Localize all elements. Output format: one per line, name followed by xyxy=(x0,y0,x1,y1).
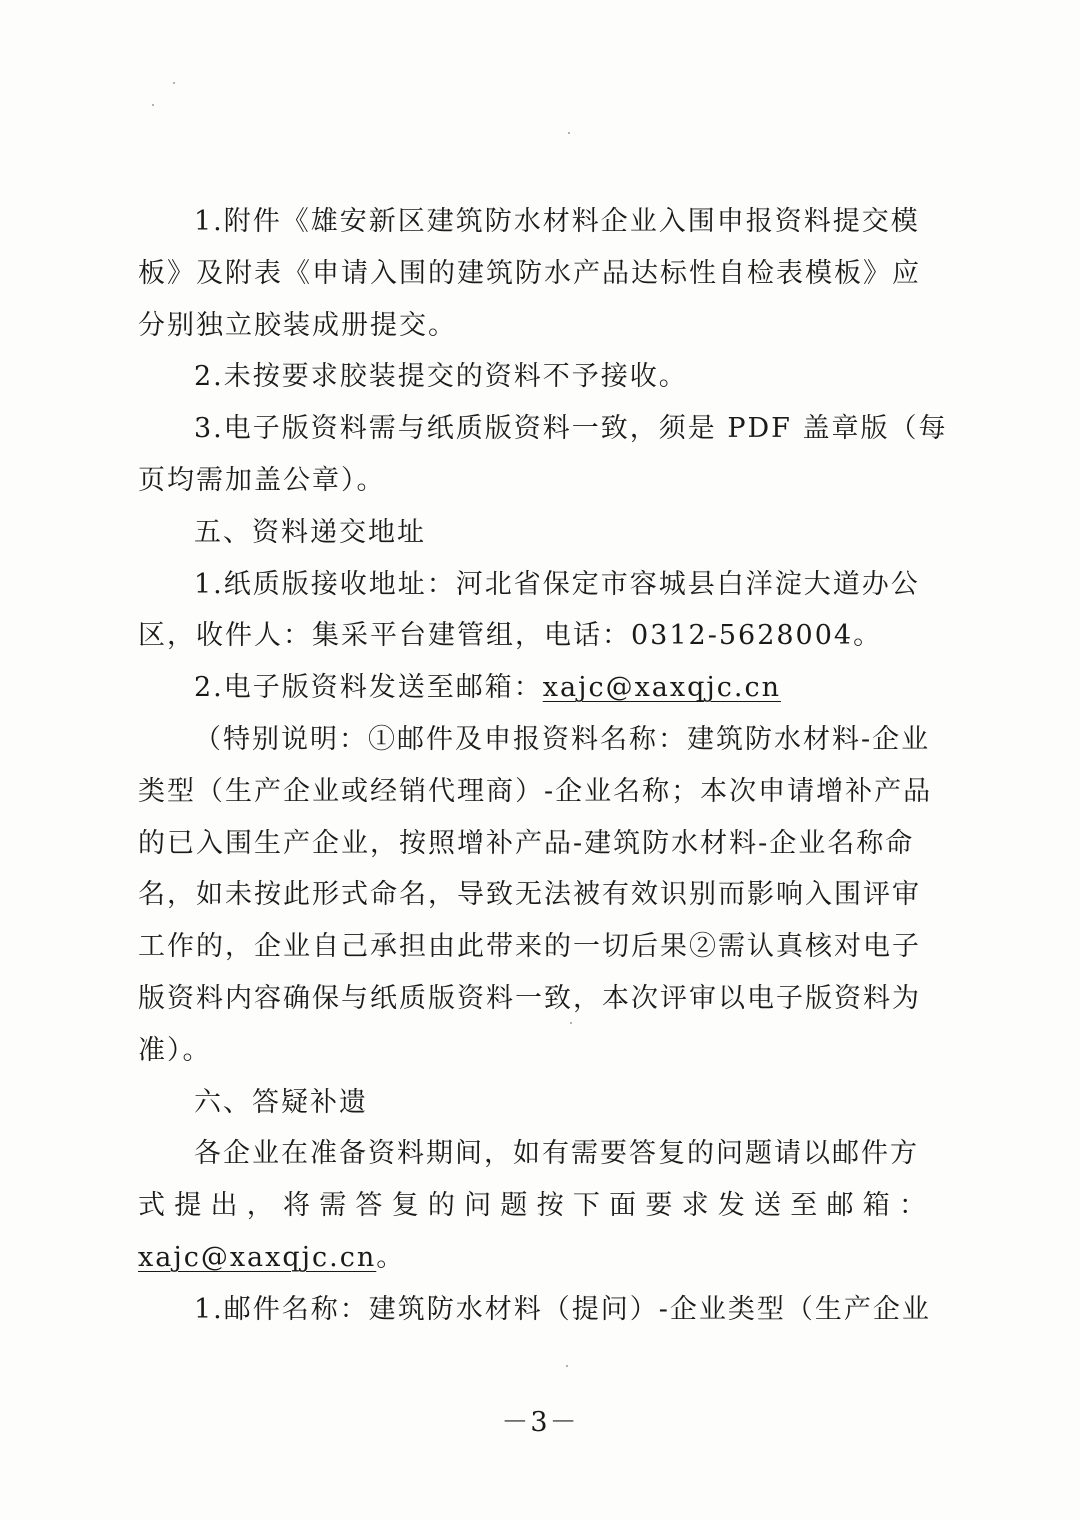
text-line: 1.邮件名称：建筑防水材料（提问）-企业类型（生产企业 xyxy=(194,1293,931,1325)
scan-speck xyxy=(152,104,154,106)
email-link[interactable]: xajc@xaxqjc.cn xyxy=(542,672,782,704)
document-body xyxy=(138,196,948,1336)
text-line: 的已入围生产企业，按照增补产品-建筑防水材料-企业名称命 xyxy=(138,827,915,859)
text-line: 分别独立胶装成册提交。 xyxy=(138,309,457,341)
text-line: 版资料内容确保与纸质版资料一致，本次评审以电子版资料为 xyxy=(138,982,921,1014)
text-line: 板》及附表《申请入围的建筑防水产品达标性自检表模板》应 xyxy=(138,257,921,289)
scan-speck xyxy=(566,1365,568,1367)
section-heading-address: 五、资料递交地址 xyxy=(194,516,426,548)
text-line: 区，收件人：集采平台建管组，电话：0312-5628004。 xyxy=(138,620,883,652)
text-line xyxy=(138,1232,928,1284)
text-line: 式提出，将需答复的问题按下面要求发送至邮箱： xyxy=(138,1190,928,1222)
text-line: 1.纸质版接收地址：河北省保定市容城县白洋淀大道办公 xyxy=(194,568,920,600)
email-link[interactable]: xajc@xaxqjc.cn xyxy=(138,1241,377,1273)
text-line: 1.附件《雄安新区建筑防水材料企业入围申报资料提交模 xyxy=(194,206,920,237)
text-line: 页均需加盖公章）。 xyxy=(138,464,386,496)
text-line: （特别说明：①邮件及申报资料名称：建筑防水材料-企业 xyxy=(194,723,931,755)
text-line: 3.电子版资料需与纸质版资料一致，须是 PDF 盖章版（每 xyxy=(194,413,948,445)
punctuation: 。 xyxy=(376,1241,406,1273)
text-line: 类型（生产企业或经销代理商）-企业名称；本次申请增补产品 xyxy=(138,775,933,807)
text-line: 准）。 xyxy=(138,1034,212,1066)
text-line xyxy=(138,662,928,714)
text-line: 工作的，企业自己承担由此带来的一切后果②需认真核对电子 xyxy=(138,931,921,963)
text-line: 各企业在准备资料期间，如有需要答复的问题请以邮件方 xyxy=(194,1138,919,1170)
section-heading-qa: 六、答疑补遗 xyxy=(194,1086,368,1118)
email-label: 2.电子版资料发送至邮箱： xyxy=(194,672,543,704)
text-line: 2.未按要求胶装提交的资料不予接收。 xyxy=(194,361,688,393)
scan-speck xyxy=(568,132,570,134)
scan-speck xyxy=(173,82,175,84)
page-number: －3－ xyxy=(501,1407,579,1438)
text-line: 名，如未按此形式命名，导致无法被有效识别而影响入围评审 xyxy=(138,879,921,911)
